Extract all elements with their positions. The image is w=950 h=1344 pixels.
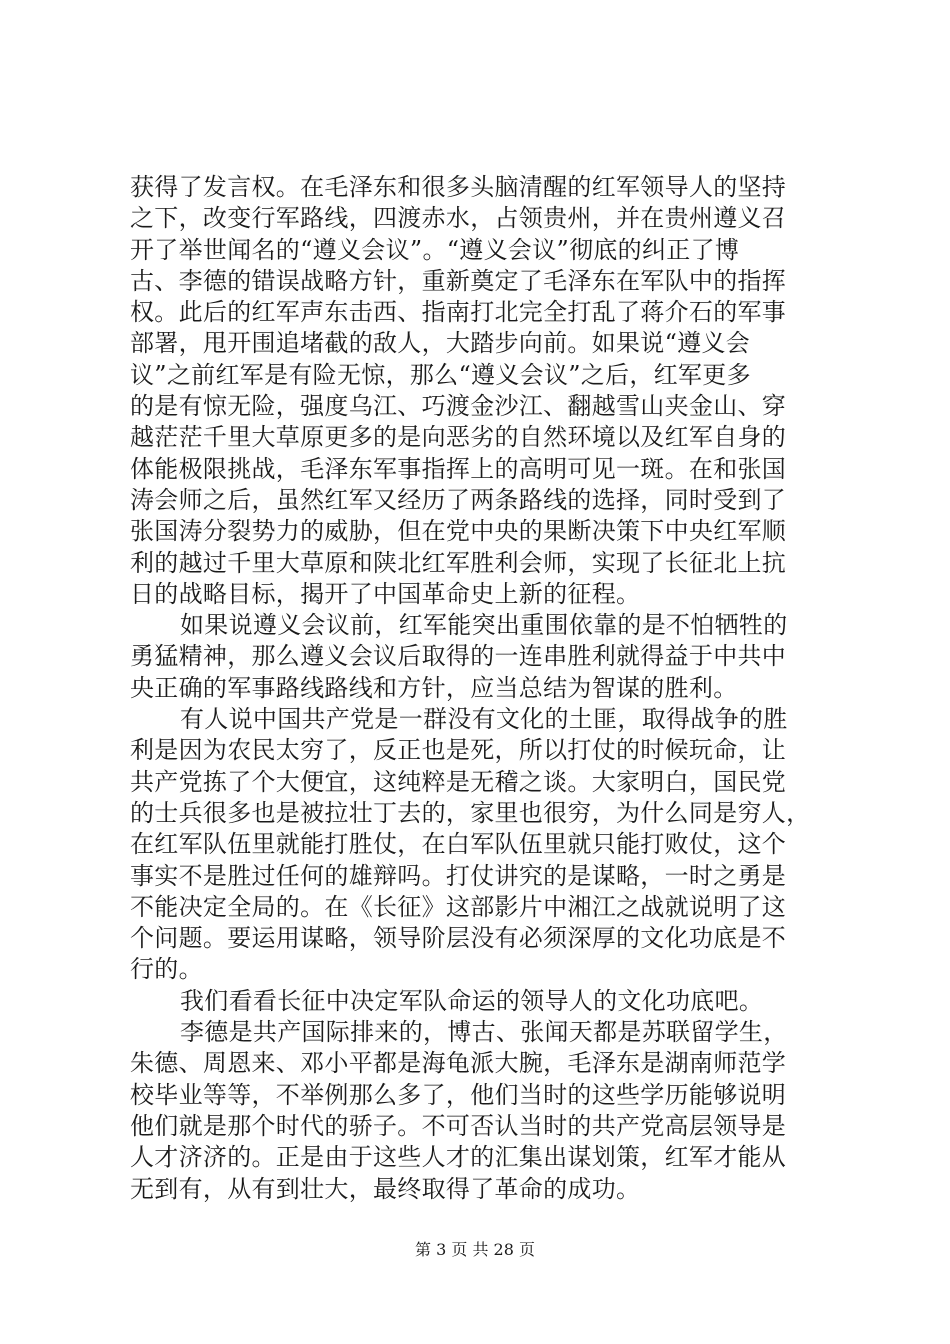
paragraph xyxy=(130,610,834,704)
paragraph xyxy=(130,1017,834,1205)
text-line: 事实不是胜过任何的雄辩吗。打仗讲究的是谋略，一时之勇是 xyxy=(130,861,787,890)
text-line: 利的越过千里大草原和陕北红军胜利会师，实现了长征北上抗 xyxy=(130,548,787,577)
text-line: 越茫茫千里大草原更多的是向恶劣的自然环境以及红军自身的 xyxy=(130,423,787,452)
text-line: 利是因为农民太穷了，反正也是死，所以打仗的时候玩命，让 xyxy=(130,736,787,765)
paragraph xyxy=(130,704,834,986)
text-line: 校毕业等等，不举例那么多了，他们当时的这些学历能够说明 xyxy=(130,1080,787,1109)
text-line: 行的。 xyxy=(130,955,203,984)
text-line: 的士兵很多也是被拉壮丁去的，家里也很穷，为什么同是穷人， xyxy=(130,798,811,827)
text-line: 在红军队伍里就能打胜仗，在白军队伍里就只能打败仗，这个 xyxy=(130,830,787,859)
text-line: 我们看看长征中决定军队命运的领导人的文化功底吧。 xyxy=(180,986,764,1015)
text-line: 涛会师之后，虽然红军又经历了两条路线的选择，同时受到了 xyxy=(130,485,787,514)
text-line: 获得了发言权。在毛泽东和很多头脑清醒的红军领导人的坚持 xyxy=(130,173,787,201)
text-line: 他们就是那个时代的骄子。不可否认当时的共产党高层领导是 xyxy=(130,1111,787,1140)
text-line: 共产党拣了个大便宜，这纯粹是无稽之谈。大家明白，国民党 xyxy=(130,767,787,796)
text-line: 无到有，从有到壮大，最终取得了革命的成功。 xyxy=(130,1174,641,1203)
text-line: 李德是共产国际排来的，博古、张闻天都是苏联留学生， xyxy=(180,1018,788,1047)
text-line: 权。此后的红军声东击西、指南打北完全打乱了蒋介石的军事 xyxy=(130,298,787,327)
paragraph xyxy=(130,986,834,1017)
text-line: 勇猛精神，那么遵义会议后取得的一连串胜利就得益于中共中 xyxy=(130,642,787,671)
text-line: 央正确的军事路线路线和方针，应当总结为智谋的胜利。 xyxy=(130,673,738,702)
text-line: 如果说遵义会议前，红军能突出重围依靠的是不怕牺牲的 xyxy=(180,611,788,640)
page-number: 第 3 页 共 28 页 xyxy=(415,1240,535,1259)
text-line: 之下，改变行军路线，四渡赤水，占领贵州，并在贵州遵义召 xyxy=(130,204,787,233)
text-line: 部署，甩开围追堵截的敌人，大踏步向前。如果说“遵义会 xyxy=(130,329,751,358)
paragraph xyxy=(130,172,834,610)
text-line: 张国涛分裂势力的威胁，但在党中央的果断决策下中央红军顺 xyxy=(130,517,787,546)
page-footer xyxy=(0,1240,950,1260)
text-line: 朱德、周恩来、邓小平都是海龟派大腕，毛泽东是湖南师范学 xyxy=(130,1049,787,1078)
text-line: 日的战略目标，揭开了中国革命史上新的征程。 xyxy=(130,579,641,608)
document-body xyxy=(130,172,834,1205)
text-line: 开了举世闻名的“遵义会议”。“遵义会议”彻底的纠正了博 xyxy=(130,235,740,264)
text-line: 的是有惊无险，强度乌江、巧渡金沙江、翻越雪山夹金山、穿 xyxy=(130,392,787,421)
text-line: 古、李德的错误战略方针，重新奠定了毛泽东在军队中的指挥 xyxy=(130,266,787,295)
text-line: 有人说中国共产党是一群没有文化的土匪，取得战争的胜 xyxy=(180,705,788,734)
text-line: 个问题。要运用谋略，领导阶层没有必须深厚的文化功底是不 xyxy=(130,924,787,953)
text-line: 人才济济的。正是由于这些人才的汇集出谋划策，红军才能从 xyxy=(130,1143,787,1172)
text-line: 体能极限挑战，毛泽东军事指挥上的高明可见一斑。在和张国 xyxy=(130,454,787,483)
text-line: 议”之前红军是有险无惊，那么“遵义会议”之后，红军更多 xyxy=(130,360,751,389)
text-line: 不能决定全局的。在《长征》这部影片中湘江之战就说明了这 xyxy=(130,892,787,921)
